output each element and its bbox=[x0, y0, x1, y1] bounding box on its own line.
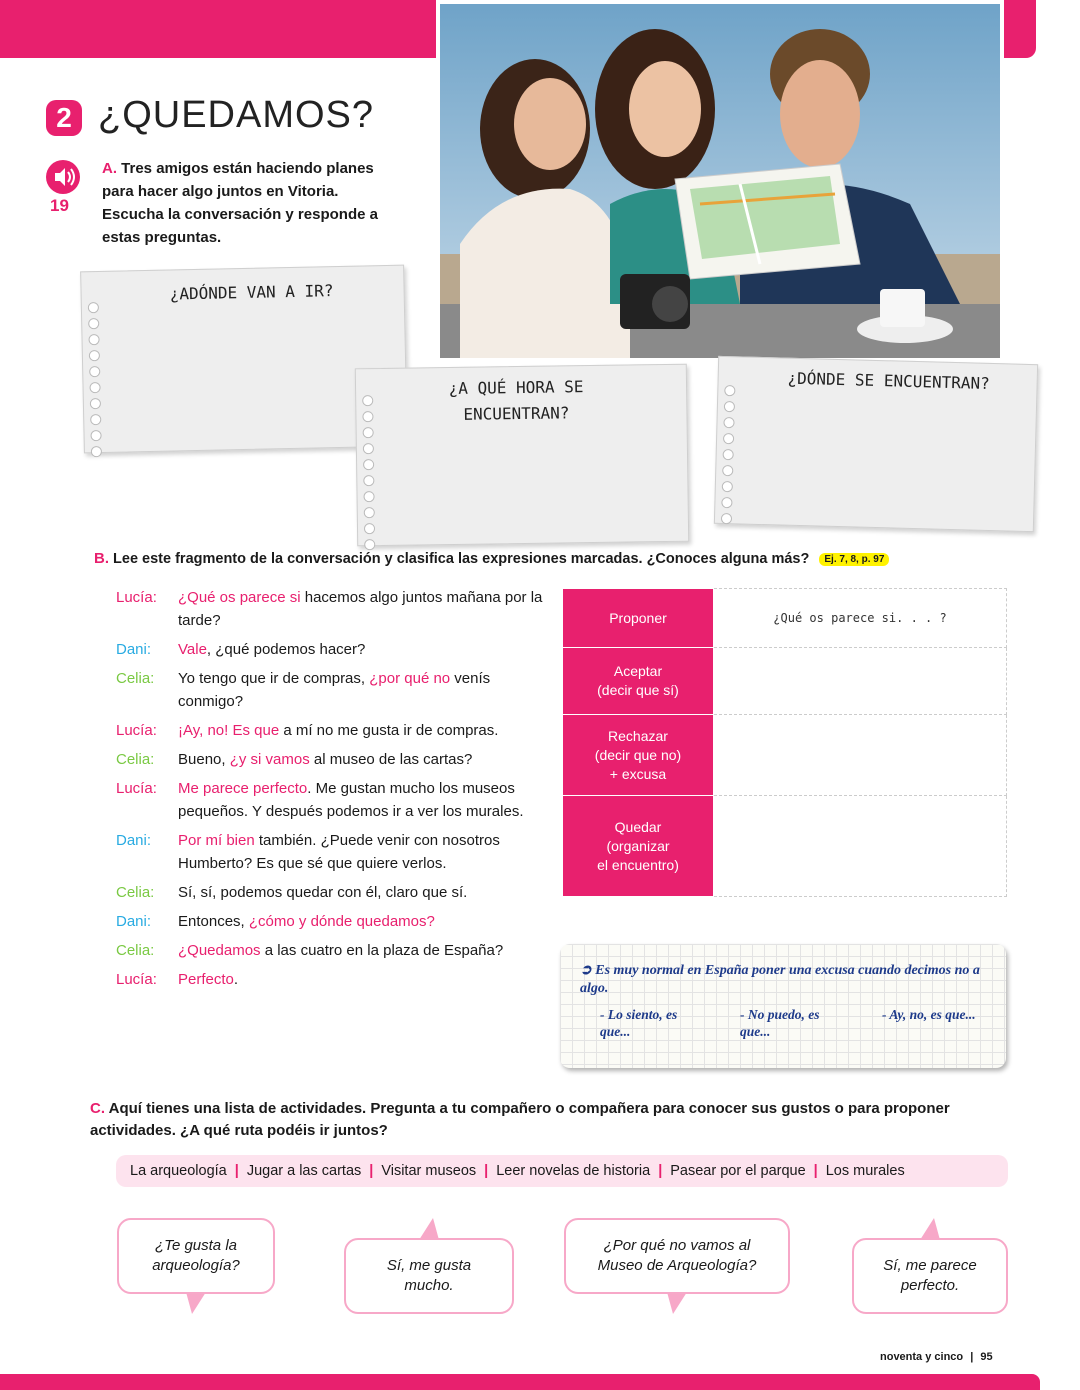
exercise-c-text: Aquí tienes una lista de actividades. Pregunta a tu compañero o compañera para conocer sus gustos o para proponer actividades. ¿A qué ruta podéis ir juntos? bbox=[90, 1100, 950, 1139]
exercise-b-text: Lee este fragmento de la conversación y clasifica las expresiones marcadas. ¿Conoces alguna más? bbox=[113, 551, 810, 567]
category-label-line: (decir que sí) bbox=[597, 682, 679, 698]
highlighted-expression: ¡Ay, no! Es que bbox=[178, 722, 280, 739]
bottom-color-band bbox=[0, 1374, 1040, 1390]
dialogue-line bbox=[116, 829, 546, 875]
dialogue-fragment: venís conmigo? bbox=[178, 670, 491, 710]
activity-separator: | bbox=[813, 1163, 818, 1179]
note-card-time bbox=[355, 364, 689, 547]
dialogue-line bbox=[116, 748, 546, 771]
tip-example: - Lo siento, es que... bbox=[600, 1007, 678, 1039]
category-label bbox=[563, 589, 714, 648]
section-number-badge: 2 bbox=[46, 100, 82, 136]
dialogue-fragment: Sí, sí, podemos quedar con él, claro que sí. bbox=[178, 884, 468, 901]
category-label-line: Aceptar bbox=[613, 663, 663, 679]
dialogue bbox=[116, 586, 546, 997]
speaker-name: Celia: bbox=[116, 942, 155, 959]
activity-separator: | bbox=[658, 1163, 663, 1179]
table-row bbox=[563, 796, 1007, 897]
dialogue-fragment: también. ¿Puede venir con nosotros Humberto? Es que sé que quiere verlos. bbox=[178, 832, 500, 872]
category-label-line: (organizar bbox=[606, 837, 670, 854]
highlighted-expression: ¿Qué os parece si bbox=[178, 589, 301, 606]
speaker-name: Dani: bbox=[116, 641, 152, 658]
speech-bubble: Sí, me parece perfecto. bbox=[852, 1238, 1008, 1314]
exercise-c-instruction bbox=[90, 1098, 1020, 1142]
dialogue-line bbox=[116, 910, 546, 933]
speaker-name: Dani: bbox=[116, 832, 152, 849]
dialogue-line bbox=[116, 638, 546, 661]
answer-cell[interactable] bbox=[714, 796, 1007, 897]
speaker-name: Celia: bbox=[116, 884, 155, 901]
activity-item: Pasear por el parque bbox=[670, 1163, 806, 1179]
dialogue-text bbox=[178, 910, 546, 933]
classification-table bbox=[562, 588, 1007, 897]
dialogue-line bbox=[116, 968, 546, 991]
speech-bubble: ¿Te gusta la arqueología? bbox=[117, 1218, 275, 1294]
exercise-b-letter: B. bbox=[94, 550, 109, 567]
dialogue-line bbox=[116, 777, 546, 823]
arrow-icon: ➲ bbox=[580, 963, 596, 978]
dialogue-fragment: Bueno, bbox=[178, 751, 230, 768]
category-label-line: Rechazar bbox=[608, 727, 668, 744]
dialogue-text bbox=[178, 968, 546, 991]
dialogue-fragment: Yo tengo que ir de compras, bbox=[178, 670, 370, 687]
dialogue-fragment: a las cuatro en la plaza de España? bbox=[260, 942, 504, 959]
exercise-a-letter: A. bbox=[102, 160, 117, 177]
highlighted-expression: ¿y si vamos bbox=[229, 751, 310, 768]
note-title-where: ¿ADÓNDE VAN A IR? bbox=[169, 281, 334, 304]
table-row bbox=[563, 648, 1007, 715]
category-label-line: el encuentro) bbox=[597, 856, 679, 873]
table-row bbox=[563, 589, 1007, 648]
category-label-line: Quedar bbox=[614, 818, 662, 835]
activity-item: La arqueología bbox=[130, 1163, 227, 1179]
speaker-name: Lucía: bbox=[116, 722, 157, 739]
note-title-time: ¿A QUÉ HORA SE ENCUENTRAN? bbox=[448, 377, 584, 424]
activity-item: Visitar museos bbox=[381, 1163, 477, 1179]
highlighted-expression: ¿cómo y dónde quedamos? bbox=[248, 913, 435, 930]
category-label bbox=[563, 715, 714, 796]
tip-box bbox=[560, 944, 1006, 1068]
table-row bbox=[563, 715, 1007, 796]
note-title-meeting-place: ¿DÓNDE SE ENCUENTRAN? bbox=[787, 368, 991, 393]
dialogue-line bbox=[116, 881, 546, 904]
tip-text: ➲ Es muy normal en España poner una excusa cuando decimos no a algo. bbox=[580, 963, 980, 996]
dialogue-text bbox=[178, 829, 546, 875]
highlighted-expression: ¿por qué no bbox=[369, 670, 451, 687]
tip-example: - No puedo, es que... bbox=[740, 1007, 820, 1039]
dialogue-fragment: . bbox=[233, 971, 239, 988]
speaker-name: Dani: bbox=[116, 913, 152, 930]
activity-separator: | bbox=[234, 1163, 239, 1179]
dialogue-fragment: hacemos algo juntos mañana por la tarde? bbox=[178, 589, 543, 629]
footer-separator: | bbox=[970, 1351, 974, 1363]
answer-cell[interactable]: ¿Qué os parece si. . . ? bbox=[714, 589, 1007, 648]
dialogue-fragment: a mí no me gusta ir de compras. bbox=[279, 722, 499, 739]
dialogue-text bbox=[178, 748, 546, 771]
page-number-words: noventa y cinco bbox=[880, 1351, 964, 1363]
activity-item: Leer novelas de historia bbox=[496, 1163, 651, 1179]
activity-separator: | bbox=[484, 1163, 489, 1179]
exercise-b-instruction bbox=[94, 550, 889, 567]
dialogue-text bbox=[178, 667, 546, 713]
dialogue-text bbox=[178, 939, 546, 962]
category-label bbox=[563, 796, 714, 897]
audio-track-number: 19 bbox=[50, 196, 69, 215]
section-title: ¿QUEDAMOS? bbox=[98, 94, 375, 136]
speaker-name: Lucía: bbox=[116, 589, 157, 606]
highlighted-expression: ¿Quedamos bbox=[178, 942, 261, 959]
dialogue-text bbox=[178, 586, 546, 632]
dialogue-text bbox=[178, 638, 546, 661]
page-footer bbox=[880, 1351, 993, 1363]
speaker-name: Lucía: bbox=[116, 780, 157, 797]
dialogue-fragment: . Me gustan mucho los museos pequeños. Y después podemos ir a ver los murales. bbox=[178, 780, 524, 820]
dialogue-text bbox=[178, 719, 546, 742]
highlighted-expression: Vale bbox=[178, 641, 207, 658]
category-label-line: (decir que no) bbox=[594, 746, 682, 763]
highlighted-expression: Por mí bien bbox=[178, 832, 255, 849]
speaker-name: Celia: bbox=[116, 670, 155, 687]
activity-item: Jugar a las cartas bbox=[246, 1163, 362, 1179]
dialogue-fragment: al museo de las cartas? bbox=[309, 751, 473, 768]
dialogue-text bbox=[178, 881, 546, 904]
dialogue-line bbox=[116, 939, 546, 962]
exercise-a-text: Tres amigos están haciendo planes para hacer algo juntos en Vitoria. Escucha la conversación y responde a estas preguntas. bbox=[102, 160, 378, 246]
page-number: 95 bbox=[980, 1351, 993, 1363]
photo-friends-with-map bbox=[436, 0, 1004, 362]
dialogue-fragment: , ¿qué podemos hacer? bbox=[206, 641, 366, 658]
highlighted-expression: Perfecto bbox=[178, 971, 234, 988]
category-label-line: + excusa bbox=[609, 765, 667, 782]
note-card-meeting-place bbox=[714, 356, 1038, 532]
exercise-a-instruction bbox=[102, 157, 402, 249]
activity-separator: | bbox=[369, 1163, 374, 1179]
answer-cell[interactable] bbox=[714, 715, 1007, 796]
speech-bubble: ¿Por qué no vamos al Museo de Arqueología? bbox=[564, 1218, 790, 1294]
speaker-icon[interactable] bbox=[46, 160, 80, 194]
dialogue-line bbox=[116, 586, 546, 632]
activity-list bbox=[116, 1155, 1008, 1187]
dialogue-text bbox=[178, 777, 546, 823]
category-label bbox=[563, 648, 714, 715]
tip-example: - Ay, no, es que... bbox=[882, 1007, 976, 1022]
speaker-name: Lucía: bbox=[116, 971, 157, 988]
highlighted-expression: Me parece perfecto bbox=[178, 780, 308, 797]
speech-bubble: Sí, me gusta mucho. bbox=[344, 1238, 514, 1314]
answer-cell[interactable] bbox=[714, 648, 1007, 715]
category-label-line: Proponer bbox=[609, 609, 667, 626]
dialogue-line bbox=[116, 719, 546, 742]
dialogue-fragment: Entonces, bbox=[178, 913, 249, 930]
activity-item: Los murales bbox=[825, 1163, 905, 1179]
exercise-c-letter: C. bbox=[90, 1100, 105, 1117]
dialogue-line bbox=[116, 667, 546, 713]
speaker-name: Celia: bbox=[116, 751, 155, 768]
exercise-reference-badge[interactable]: Ej. 7, 8, p. 97 bbox=[819, 553, 889, 566]
